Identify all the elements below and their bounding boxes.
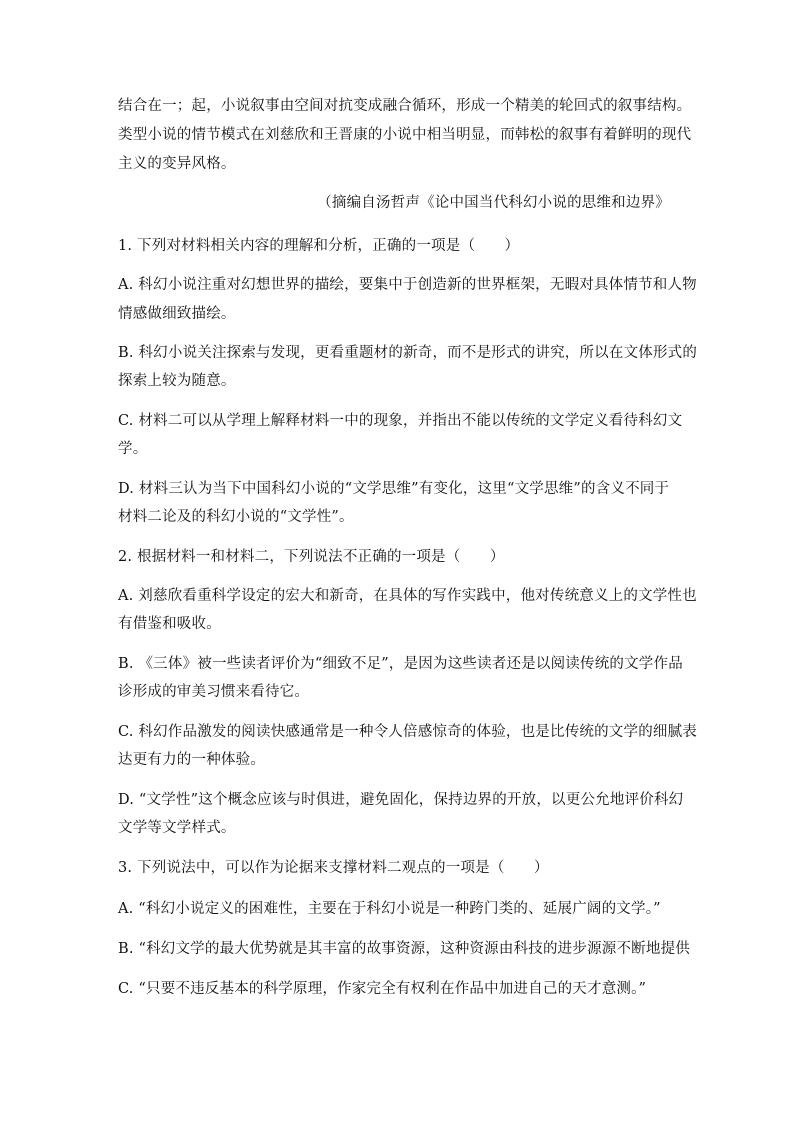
q3-option-b: B. “科幻文学的最大优势就是其丰富的故事资源，这种资源由科技的进步源源不断地提供 xyxy=(118,941,690,957)
q1-option-c-line-2: 学。 xyxy=(118,441,148,457)
q1-option-d-line-2: 材料二论及的科幻小说的“文学性”。 xyxy=(118,509,354,525)
q2-option-a-line-1: A. 刘慈欣看重科学设定的宏大和新奇，在具体的写作实践中，他对传统意义上的文学性也 xyxy=(118,588,697,604)
q2-option-a-line-2: 有借鉴和吸收。 xyxy=(118,616,221,632)
question-2-stem: 2. 根据材料一和材料二，下列说法不正确的一项是（ ） xyxy=(118,549,505,565)
q2-option-b-line-1: B. 《三体》被一些读者评价为“细致不足”，是因为这些读者还是以阅读传统的文学作品 xyxy=(118,656,683,672)
q1-option-b-line-1: B. 科幻小说关注探索与发现，更看重题材的新奇，而不是形式的讲究，所以在文体形式的 xyxy=(118,345,698,361)
question-1-stem: 1. 下列对材料相关内容的理解和分析，正确的一项是（ ） xyxy=(118,238,520,254)
question-3-stem: 3. 下列说法中，可以作为论据来支撑材料二观点的一项是（ ） xyxy=(118,860,549,876)
q2-option-b-line-2: 诊形成的审美习惯来看待它。 xyxy=(118,684,310,700)
q3-option-c: C. “只要不违反基本的科学原理，作家完全有权利在作品中加进自己的天才意测。” xyxy=(118,981,647,997)
q3-option-a: A. “科幻小说定义的困难性，主要在于科幻小说是一种跨门类的、延展广阔的文学。” xyxy=(118,901,661,917)
q1-option-a-line-1: A. 科幻小说注重对幻想世界的描绘，要集中于创造新的世界框架，无暇对具体情节和人物 xyxy=(118,277,697,293)
intro-line-2: 类型小说的情节模式在刘慈欣和王晋康的小说中相当明显，而韩松的叙事有着鲜明的现代 xyxy=(118,127,692,143)
intro-line-1: 结合在一；起，小说叙事由空间对抗变成融合循环，形成一个精美的轮回式的叙事结构。 xyxy=(118,98,692,114)
intro-line-3: 主义的变异风格。 xyxy=(118,156,236,172)
q1-option-a-line-2: 情感做细致描绘。 xyxy=(118,306,236,322)
q2-option-c-line-1: C. 科幻作品激发的阅读快感通常是一种令人倍感惊奇的体验，也是比传统的文学的细腻表 xyxy=(118,724,697,740)
q2-option-c-line-2: 达更有力的一种体验。 xyxy=(118,752,265,768)
q2-option-d-line-2: 文学等文学样式。 xyxy=(118,820,236,836)
source-citation: （摘编自汤哲声《论中国当代科幻小说的思维和边界》 xyxy=(317,195,670,211)
q2-option-d-line-1: D. “文学性”这个概念应该与时俱进，避免固化，保持边界的开放，以更公允地评价科幻 xyxy=(118,792,684,808)
q1-option-c-line-1: C. 材料二可以从学理上解释材料一中的现象，并指出不能以传统的文学定义看待科幻文 xyxy=(118,413,683,429)
q1-option-d-line-1: D. 材料三认为当下中国科幻小说的“文学思维”有变化，这里“文学思维”的含义不同于 xyxy=(118,481,670,497)
q1-option-b-line-2: 探索上较为随意。 xyxy=(118,373,236,389)
